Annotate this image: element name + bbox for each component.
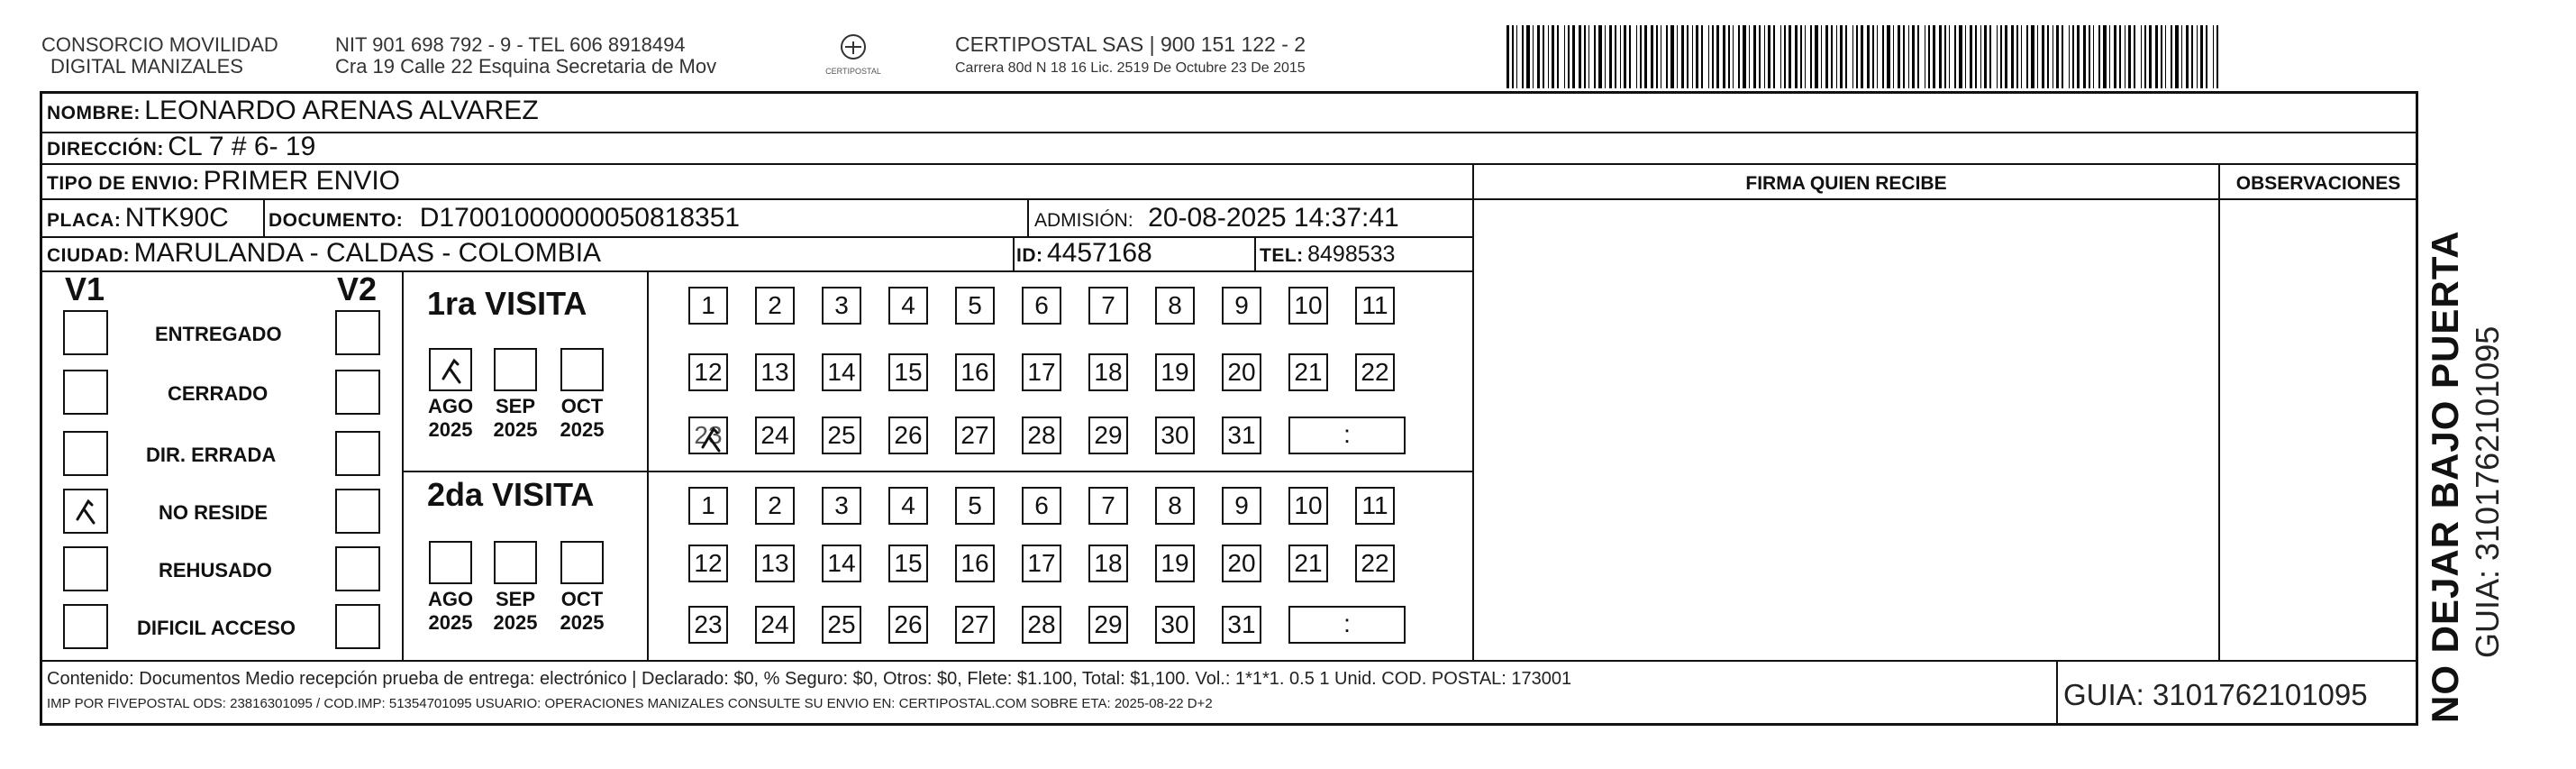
first-visit-day-12[interactable]: 12 [688, 353, 728, 391]
status-label-entregado: ENTREGADO [155, 323, 282, 345]
barcode-bar [2186, 25, 2189, 88]
barcode-bar [2005, 25, 2007, 88]
barcode-bar [1759, 25, 1761, 88]
barcode-bar [1624, 25, 1626, 88]
first-visit-day-3[interactable]: 3 [822, 287, 861, 325]
first-visit-day-13[interactable]: 13 [755, 353, 795, 391]
sender-company-line2: DIGITAL MANIZALES [50, 55, 243, 78]
courier-logo [822, 27, 885, 81]
first-visit-time-box[interactable]: : [1288, 417, 1406, 454]
first-visit-day-29[interactable]: 29 [1088, 417, 1128, 454]
v1-checkbox-rehusado[interactable] [63, 546, 108, 591]
first-visit-day-1[interactable]: 1 [688, 287, 728, 325]
barcode-bar [1733, 25, 1734, 88]
barcode-bar [2089, 25, 2090, 88]
second-visit-day-23[interactable]: 23 [688, 606, 728, 644]
second-visit-day-12[interactable]: 12 [688, 545, 728, 582]
barcode-bar [2114, 25, 2116, 88]
barcode-bar [1912, 25, 1915, 88]
barcode-bar [2134, 25, 2135, 88]
barcode-bar [2093, 25, 2094, 88]
second-visit-month-label: SEP [495, 588, 536, 610]
barcode-bar [2056, 25, 2059, 88]
first-visit-day-27[interactable]: 27 [955, 417, 995, 454]
status-label-cerrado: CERRADO [168, 382, 269, 405]
barcode-bar [2026, 25, 2028, 88]
first-visit-month-box-sep[interactable] [494, 348, 537, 391]
barcode-bar [1696, 25, 1698, 88]
barcode-bar [2021, 25, 2022, 88]
barcode-bar [1506, 25, 1509, 88]
barcode-bar [2000, 25, 2002, 88]
v2-checkbox-cerrado[interactable] [335, 370, 380, 415]
barcode-bar [1882, 25, 1884, 88]
first-visit-day-14[interactable]: 14 [822, 353, 861, 391]
v1-header: V1 [65, 270, 105, 307]
id-row [1016, 238, 1152, 269]
first-visit-month-label: AGO [427, 395, 474, 417]
placa-row [47, 203, 229, 233]
barcode-bar [2213, 25, 2214, 88]
barcode-bar [1543, 25, 1544, 88]
second-visit-day-10[interactable]: 10 [1288, 487, 1328, 525]
status-label-dir-errada: DIR. ERRADA [146, 444, 277, 466]
barcode-bar [1789, 25, 1791, 88]
v1-checkbox-entregado[interactable] [63, 310, 108, 355]
barcode-bar [1768, 25, 1770, 88]
admision-row [1034, 203, 1399, 233]
sender-address: Cra 19 Calle 22 Esquina Secretaria de Mov [335, 55, 717, 78]
v2-checkbox-dir-errada[interactable] [335, 431, 380, 476]
barcode-bar [1572, 25, 1575, 88]
barcode-bar [1564, 25, 1565, 88]
barcode-bar [1908, 25, 1909, 88]
barcode-bar [1701, 25, 1703, 88]
first-visit-day-22[interactable]: 22 [1355, 353, 1395, 391]
documento-value: D17001000000050818351 [419, 203, 741, 233]
first-visit-day-28[interactable]: 28 [1022, 417, 1061, 454]
barcode-bar [2047, 25, 2049, 88]
barcode-bar [1615, 25, 1616, 88]
direccion-label: DIRECCIÓN: [47, 139, 164, 160]
first-visit-day-17[interactable]: 17 [1022, 353, 1061, 391]
second-visit-day-31[interactable]: 31 [1222, 606, 1261, 644]
barcode-bar [1629, 25, 1631, 88]
firma-header: FIRMA QUIEN RECIBE [1745, 173, 1947, 194]
barcode-bar [1537, 25, 1540, 88]
barcode-bar [2072, 25, 2074, 88]
admision-label: ADMISIÓN: [1034, 210, 1133, 231]
courier-logo-text: CERTIPOSTAL [825, 67, 881, 76]
barcode-bar [1815, 25, 1818, 88]
side-warning: NO DEJAR BAJO PUERTA [2424, 230, 2466, 723]
id-label: ID: [1016, 245, 1043, 266]
barcode-bar [2062, 25, 2063, 88]
v1-checkbox-no-reside[interactable] [63, 489, 108, 534]
second-visit-day-11[interactable]: 11 [1355, 487, 1395, 525]
first-visit-month-label: SEP [495, 395, 536, 417]
status-label-no-reside: NO RESIDE [159, 501, 269, 524]
second-visit-day-20[interactable]: 20 [1222, 545, 1261, 582]
barcode-bar [1557, 25, 1559, 88]
barcode-bar [1845, 25, 1847, 88]
nombre-value: LEONARDO ARENAS ALVAREZ [144, 96, 539, 125]
barcode-bar [2165, 25, 2166, 88]
barcode-bar [2042, 25, 2044, 88]
second-visit-day-4[interactable]: 4 [888, 487, 928, 525]
barcode-bar [1749, 25, 1750, 88]
barcode-bar [2206, 25, 2207, 88]
v1-checkbox-cerrado[interactable] [63, 370, 108, 415]
first-visit-month-box-ago[interactable] [429, 348, 472, 391]
footer-content-line: Contenido: Documentos Medio recepción prueba de entrega: electrónico | Declarado: $0, % Seguro: $0, Otros: $0, Flete: $1.100, Total: $1,100. Vol.: 1*1*1. 0.5 1 Unid. COD. POSTAL: 173001 [47, 669, 1572, 689]
first-visit-day-19[interactable]: 19 [1155, 353, 1195, 391]
barcode-bar [1872, 25, 1874, 88]
pen-mark-icon [432, 352, 472, 391]
barcode-bar [2141, 25, 2142, 88]
second-visit-day-16[interactable]: 16 [955, 545, 995, 582]
barcode-bar [1795, 25, 1798, 88]
first-visit-day-11[interactable]: 11 [1355, 287, 1395, 325]
first-visit-day-6[interactable]: 6 [1022, 287, 1061, 325]
first-visit-day-30[interactable]: 30 [1155, 417, 1195, 454]
v2-header: V2 [337, 270, 378, 307]
barcode-bar [1903, 25, 1905, 88]
second-visit-year-label: 2025 [493, 611, 538, 634]
barcode-bar [1773, 25, 1775, 88]
second-visit-day-8[interactable]: 8 [1155, 487, 1195, 525]
v2-checkbox-rehusado[interactable] [335, 546, 380, 591]
barcode-bar [1579, 25, 1581, 88]
second-visit-day-7[interactable]: 7 [1088, 487, 1128, 525]
barcode-bar [1656, 25, 1658, 88]
barcode-bar [1997, 25, 1998, 88]
first-visit-day-18[interactable]: 18 [1088, 353, 1128, 391]
second-visit-day-26[interactable]: 26 [888, 606, 928, 644]
barcode-bar [1800, 25, 1802, 88]
ciudad-label: CIUDAD: [47, 245, 131, 266]
barcode-bar [2144, 25, 2146, 88]
barcode-bar [2181, 25, 2182, 88]
second-visit-day-17[interactable]: 17 [1022, 545, 1061, 582]
first-visit-month-label: OCT [560, 395, 604, 417]
barcode-bar [2031, 25, 2034, 88]
courier-name: CERTIPOSTAL SAS | 900 151 122 - 2 [955, 32, 1306, 56]
barcode-bar [1852, 25, 1853, 88]
second-visit-day-29[interactable]: 29 [1088, 606, 1128, 644]
second-visit-day-1[interactable]: 1 [688, 487, 728, 525]
barcode-bar [2077, 25, 2080, 88]
first-visit-year-label: 2025 [493, 418, 538, 441]
direccion-value: CL 7 # 6- 19 [168, 132, 316, 161]
second-visit-day-28[interactable]: 28 [1022, 606, 1061, 644]
tipo-envio-label: TIPO DE ENVIO: [47, 173, 200, 194]
barcode-bar [1640, 25, 1642, 88]
barcode-bar [1526, 25, 1530, 88]
nombre-row [47, 96, 539, 126]
status-label-dificil-acceso: DIFICIL ACCESO [137, 617, 296, 639]
barcode-bar [1605, 25, 1606, 88]
barcode-bar [1522, 25, 1524, 88]
nombre-label: NOMBRE: [47, 103, 141, 124]
barcode-bar [1949, 25, 1950, 88]
first-visit-day-26[interactable]: 26 [888, 417, 928, 454]
second-visit-day-25[interactable]: 25 [822, 606, 861, 644]
barcode-bar [2011, 25, 2014, 88]
first-visit-day-4[interactable]: 4 [888, 287, 928, 325]
barcode-bar [1512, 25, 1514, 88]
ciudad-value: MARULANDA - CALDAS - COLOMBIA [133, 238, 602, 268]
sender-nit: NIT 901 698 792 - 9 - TEL 606 8918494 [335, 33, 686, 56]
barcode-bar [1965, 25, 1966, 88]
barcode-bar [1856, 25, 1858, 88]
status-label-rehusado: REHUSADO [159, 559, 272, 581]
first-visit-day-7[interactable]: 7 [1088, 287, 1128, 325]
barcode-bar [1980, 25, 1981, 88]
second-visit-day-3[interactable]: 3 [822, 487, 861, 525]
second-visit-day-2[interactable]: 2 [755, 487, 795, 525]
barcode-bar [1939, 25, 1942, 88]
first-visit-title: 1ra VISITA [427, 285, 587, 322]
barcode-bar [1687, 25, 1689, 88]
barcode-bar [1989, 25, 1991, 88]
barcode-bar [1887, 25, 1890, 88]
barcode-bar [1636, 25, 1637, 88]
barcode-bar [1644, 25, 1647, 88]
barcode-bar [1959, 25, 1962, 88]
barcode-bar [1877, 25, 1878, 88]
barcode-bar [2149, 25, 2152, 88]
second-visit-year-label: 2025 [560, 611, 605, 634]
barcode-bar [2171, 25, 2172, 88]
tel-row [1260, 242, 1395, 268]
barcode-bar [2109, 25, 2110, 88]
tipo-envio-value: PRIMER ENVIO [203, 166, 401, 196]
first-visit-year-label: 2025 [428, 418, 473, 441]
second-visit-day-24[interactable]: 24 [755, 606, 795, 644]
barcode-bar [1840, 25, 1843, 88]
barcode-bar [1944, 25, 1946, 88]
sender-company-line1: CONSORCIO MOVILIDAD [41, 33, 278, 56]
first-visit-day-10[interactable]: 10 [1288, 287, 1328, 325]
barcode-bar [1670, 25, 1674, 88]
id-value: 4457168 [1046, 238, 1152, 268]
barcode-bar [1681, 25, 1684, 88]
first-visit-day-21[interactable]: 21 [1288, 353, 1328, 391]
barcode-bar [2016, 25, 2018, 88]
v1-checkbox-dificil-acceso[interactable] [63, 604, 108, 649]
barcode-bar [1588, 25, 1589, 88]
barcode-bar [2103, 25, 2107, 88]
second-visit-title: 2da VISITA [427, 476, 595, 513]
tel-label: TEL: [1260, 245, 1304, 266]
barcode-bar [2155, 25, 2158, 88]
barcode-bar [1975, 25, 1977, 88]
second-visit-day-13[interactable]: 13 [755, 545, 795, 582]
barcode-bar [1825, 25, 1828, 88]
documento-row [269, 203, 740, 233]
first-visit-day-16[interactable]: 16 [955, 353, 995, 391]
barcode-bar [1933, 25, 1935, 88]
barcode-bar [1708, 25, 1709, 88]
footer-print-line: IMP POR FIVEPOSTAL ODS: 23816301095 / COD.IMP: 51354701095 USUARIO: OPERACIONES MANIZALES CONSULTE SU ENVIO EN: CERTIPOSTAL.COM SOBRE ETA: 2025-08-22 D+2 [47, 696, 1213, 711]
barcode-bar [1568, 25, 1570, 88]
observaciones-header: OBSERVACIONES [2235, 173, 2401, 194]
first-visit-day-31[interactable]: 31 [1222, 417, 1261, 454]
barcode-bar [1831, 25, 1833, 88]
barcode-bar [1928, 25, 1930, 88]
first-visit-day-24[interactable]: 24 [755, 417, 795, 454]
barcode-bar [1898, 25, 1900, 88]
footer-guia: GUIA: 3101762101095 [2063, 678, 2368, 711]
second-visit-day-22[interactable]: 22 [1355, 545, 1395, 582]
second-visit-day-5[interactable]: 5 [955, 487, 995, 525]
barcode-bar [1743, 25, 1746, 88]
barcode-bar [1764, 25, 1765, 88]
barcode-bar [1738, 25, 1740, 88]
barcode-bar [1954, 25, 1956, 88]
second-visit-day-30[interactable]: 30 [1155, 606, 1195, 644]
pen-mark-icon [67, 492, 106, 532]
second-visit-day-6[interactable]: 6 [1022, 487, 1061, 525]
barcode-bar [1620, 25, 1621, 88]
barcode-bar [1609, 25, 1612, 88]
barcode-bar [1836, 25, 1837, 88]
second-visit-day-27[interactable]: 27 [955, 606, 995, 644]
first-visit-day-20[interactable]: 20 [1222, 353, 1261, 391]
barcode-bar [1692, 25, 1693, 88]
second-visit-month-label: AGO [427, 588, 474, 610]
barcode-bar [1810, 25, 1812, 88]
barcode-bar [1723, 25, 1725, 88]
barcode-bar [1598, 25, 1602, 88]
placa-value: NTK90C [124, 203, 229, 233]
side-guia: GUIA: 3101762101095 [2469, 325, 2506, 658]
barcode-bar [1753, 25, 1756, 88]
barcode-bar [1677, 25, 1678, 88]
barcode-bar [1594, 25, 1596, 88]
barcode-bar [1917, 25, 1919, 88]
barcode-bar [1516, 25, 1517, 88]
second-visit-day-14[interactable]: 14 [822, 545, 861, 582]
pen-mark-icon [692, 420, 732, 460]
barcode-bar [2098, 25, 2100, 88]
second-visit-year-label: 2025 [428, 611, 473, 634]
admision-value: 20-08-2025 14:37:41 [1148, 203, 1399, 233]
barcode-bar [1805, 25, 1806, 88]
second-visit-day-19[interactable]: 19 [1155, 545, 1195, 582]
v2-checkbox-no-reside[interactable] [335, 489, 380, 534]
barcode-bar [1970, 25, 1972, 88]
v2-checkbox-entregado[interactable] [335, 310, 380, 355]
tel-value: 8498533 [1307, 242, 1396, 267]
tipo-envio-row [47, 166, 400, 197]
barcode-bar [1584, 25, 1586, 88]
barcode-bar [2216, 25, 2218, 88]
barcode-bar [2083, 25, 2086, 88]
barcode-bar [1651, 25, 1653, 88]
first-visit-day-2[interactable]: 2 [755, 287, 795, 325]
barcode-bar [2175, 25, 2179, 88]
barcode-bar [2191, 25, 2193, 88]
barcode-bar [2037, 25, 2038, 88]
first-visit-day-23[interactable]: 23 [688, 417, 728, 454]
barcode-bar [1861, 25, 1863, 88]
barcode-bar [2069, 25, 2070, 88]
first-visit-day-15[interactable]: 15 [888, 353, 928, 391]
v2-checkbox-dificil-acceso[interactable] [335, 604, 380, 649]
barcode-bar [2197, 25, 2198, 88]
first-visit-day-9[interactable]: 9 [1222, 287, 1261, 325]
direccion-row [47, 132, 315, 162]
first-visit-month-box-oct[interactable] [560, 348, 604, 391]
second-visit-month-box-sep[interactable] [494, 541, 537, 584]
barcode-bar [1821, 25, 1822, 88]
first-visit-day-5[interactable]: 5 [955, 287, 995, 325]
second-visit-day-21[interactable]: 21 [1288, 545, 1328, 582]
barcode-bar [1728, 25, 1730, 88]
first-visit-day-25[interactable]: 25 [822, 417, 861, 454]
ciudad-row [47, 238, 601, 269]
barcode-bar [1716, 25, 1719, 88]
barcode-bar [1533, 25, 1534, 88]
barcode-bar [1780, 25, 1781, 88]
barcode-bar [1548, 25, 1549, 88]
second-visit-day-9[interactable]: 9 [1222, 487, 1261, 525]
second-visit-time-box[interactable]: : [1288, 606, 1406, 644]
courier-address: Carrera 80d N 18 16 Lic. 2519 De Octubre 23 De 2015 [955, 60, 1306, 76]
second-visit-month-box-ago[interactable] [429, 541, 472, 584]
second-visit-day-18[interactable]: 18 [1088, 545, 1128, 582]
second-visit-day-15[interactable]: 15 [888, 545, 928, 582]
placa-label: PLACA: [47, 210, 122, 231]
barcode [1506, 25, 2227, 88]
barcode-bar [2119, 25, 2121, 88]
barcode-bar [1666, 25, 1668, 88]
first-visit-day-8[interactable]: 8 [1155, 287, 1195, 325]
barcode-bar [2128, 25, 2131, 88]
second-visit-month-box-oct[interactable] [560, 541, 604, 584]
barcode-bar [1867, 25, 1870, 88]
barcode-bar [1552, 25, 1554, 88]
barcode-bar [2161, 25, 2162, 88]
barcode-bar [1712, 25, 1714, 88]
barcode-bar [2200, 25, 2203, 88]
documento-label: DOCUMENTO: [269, 210, 404, 231]
barcode-bar [1893, 25, 1894, 88]
v1-checkbox-dir-errada[interactable] [63, 431, 108, 476]
first-visit-year-label: 2025 [560, 418, 605, 441]
second-visit-month-label: OCT [560, 588, 604, 610]
barcode-bar [1784, 25, 1786, 88]
barcode-bar [1984, 25, 1987, 88]
